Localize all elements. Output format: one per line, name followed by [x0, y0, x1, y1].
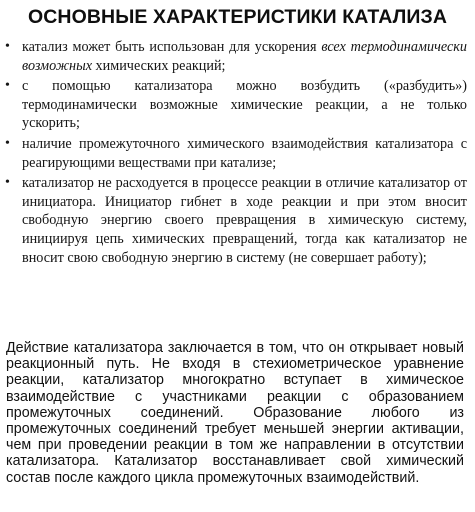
list-item-emphasis: всех термодинамически возможных — [22, 39, 467, 74]
list-item — [0, 77, 475, 133]
list-item-text: наличие промежуточного химического взаимодействия катализатора с реагирующими веществами при катализе; — [22, 135, 467, 171]
list-item-text: катализатор не расходуется в процессе реакции в отличие катализатор от инициатора. Инициатор гибнет в ходе реакции и при этом вносит свободную энергию своего превращения в химическую систему, инициируя цепь химических превращений, тогда как катализатор не вносит свою свободную энергию в систему (не совершает работу); — [22, 175, 467, 266]
list-item-text: катализ может быть использован для ускорения всех термодинамически возможных химических реакций; — [22, 39, 467, 74]
bullet-icon: • — [5, 78, 10, 94]
list-item-text: с помощью катализатора можно возбудить («разбудить») термодинамически возможные химические реакции, а не только ускорить; — [22, 78, 467, 132]
bullet-icon: • — [5, 39, 10, 54]
list-item — [0, 135, 475, 172]
list-item — [0, 174, 475, 267]
page-title: ОСНОВНЫЕ ХАРАКТЕРИСТИКИ КАТАЛИЗА — [27, 6, 448, 28]
body-paragraph: Действие катализатора заключается в том, что он открывает новый реакционный путь. Не входя в стехиометрическое уравнение реакции, катализатор многократно вступает в химическое взаимодействие с участниками реакции с образованием промежуточных соединений. Образование любого из промежуточных соединений требует меньшей энергии активации, чем при проведении реакции в том же направлении в отсутствии катализатора. Катализатор восстанавливает свой химический состав после каждого цикла промежуточных взаимодействий. — [6, 340, 464, 486]
list-item — [0, 38, 475, 75]
characteristics-list — [0, 38, 475, 269]
bullet-icon: • — [5, 135, 10, 151]
bullet-icon: • — [5, 175, 10, 191]
